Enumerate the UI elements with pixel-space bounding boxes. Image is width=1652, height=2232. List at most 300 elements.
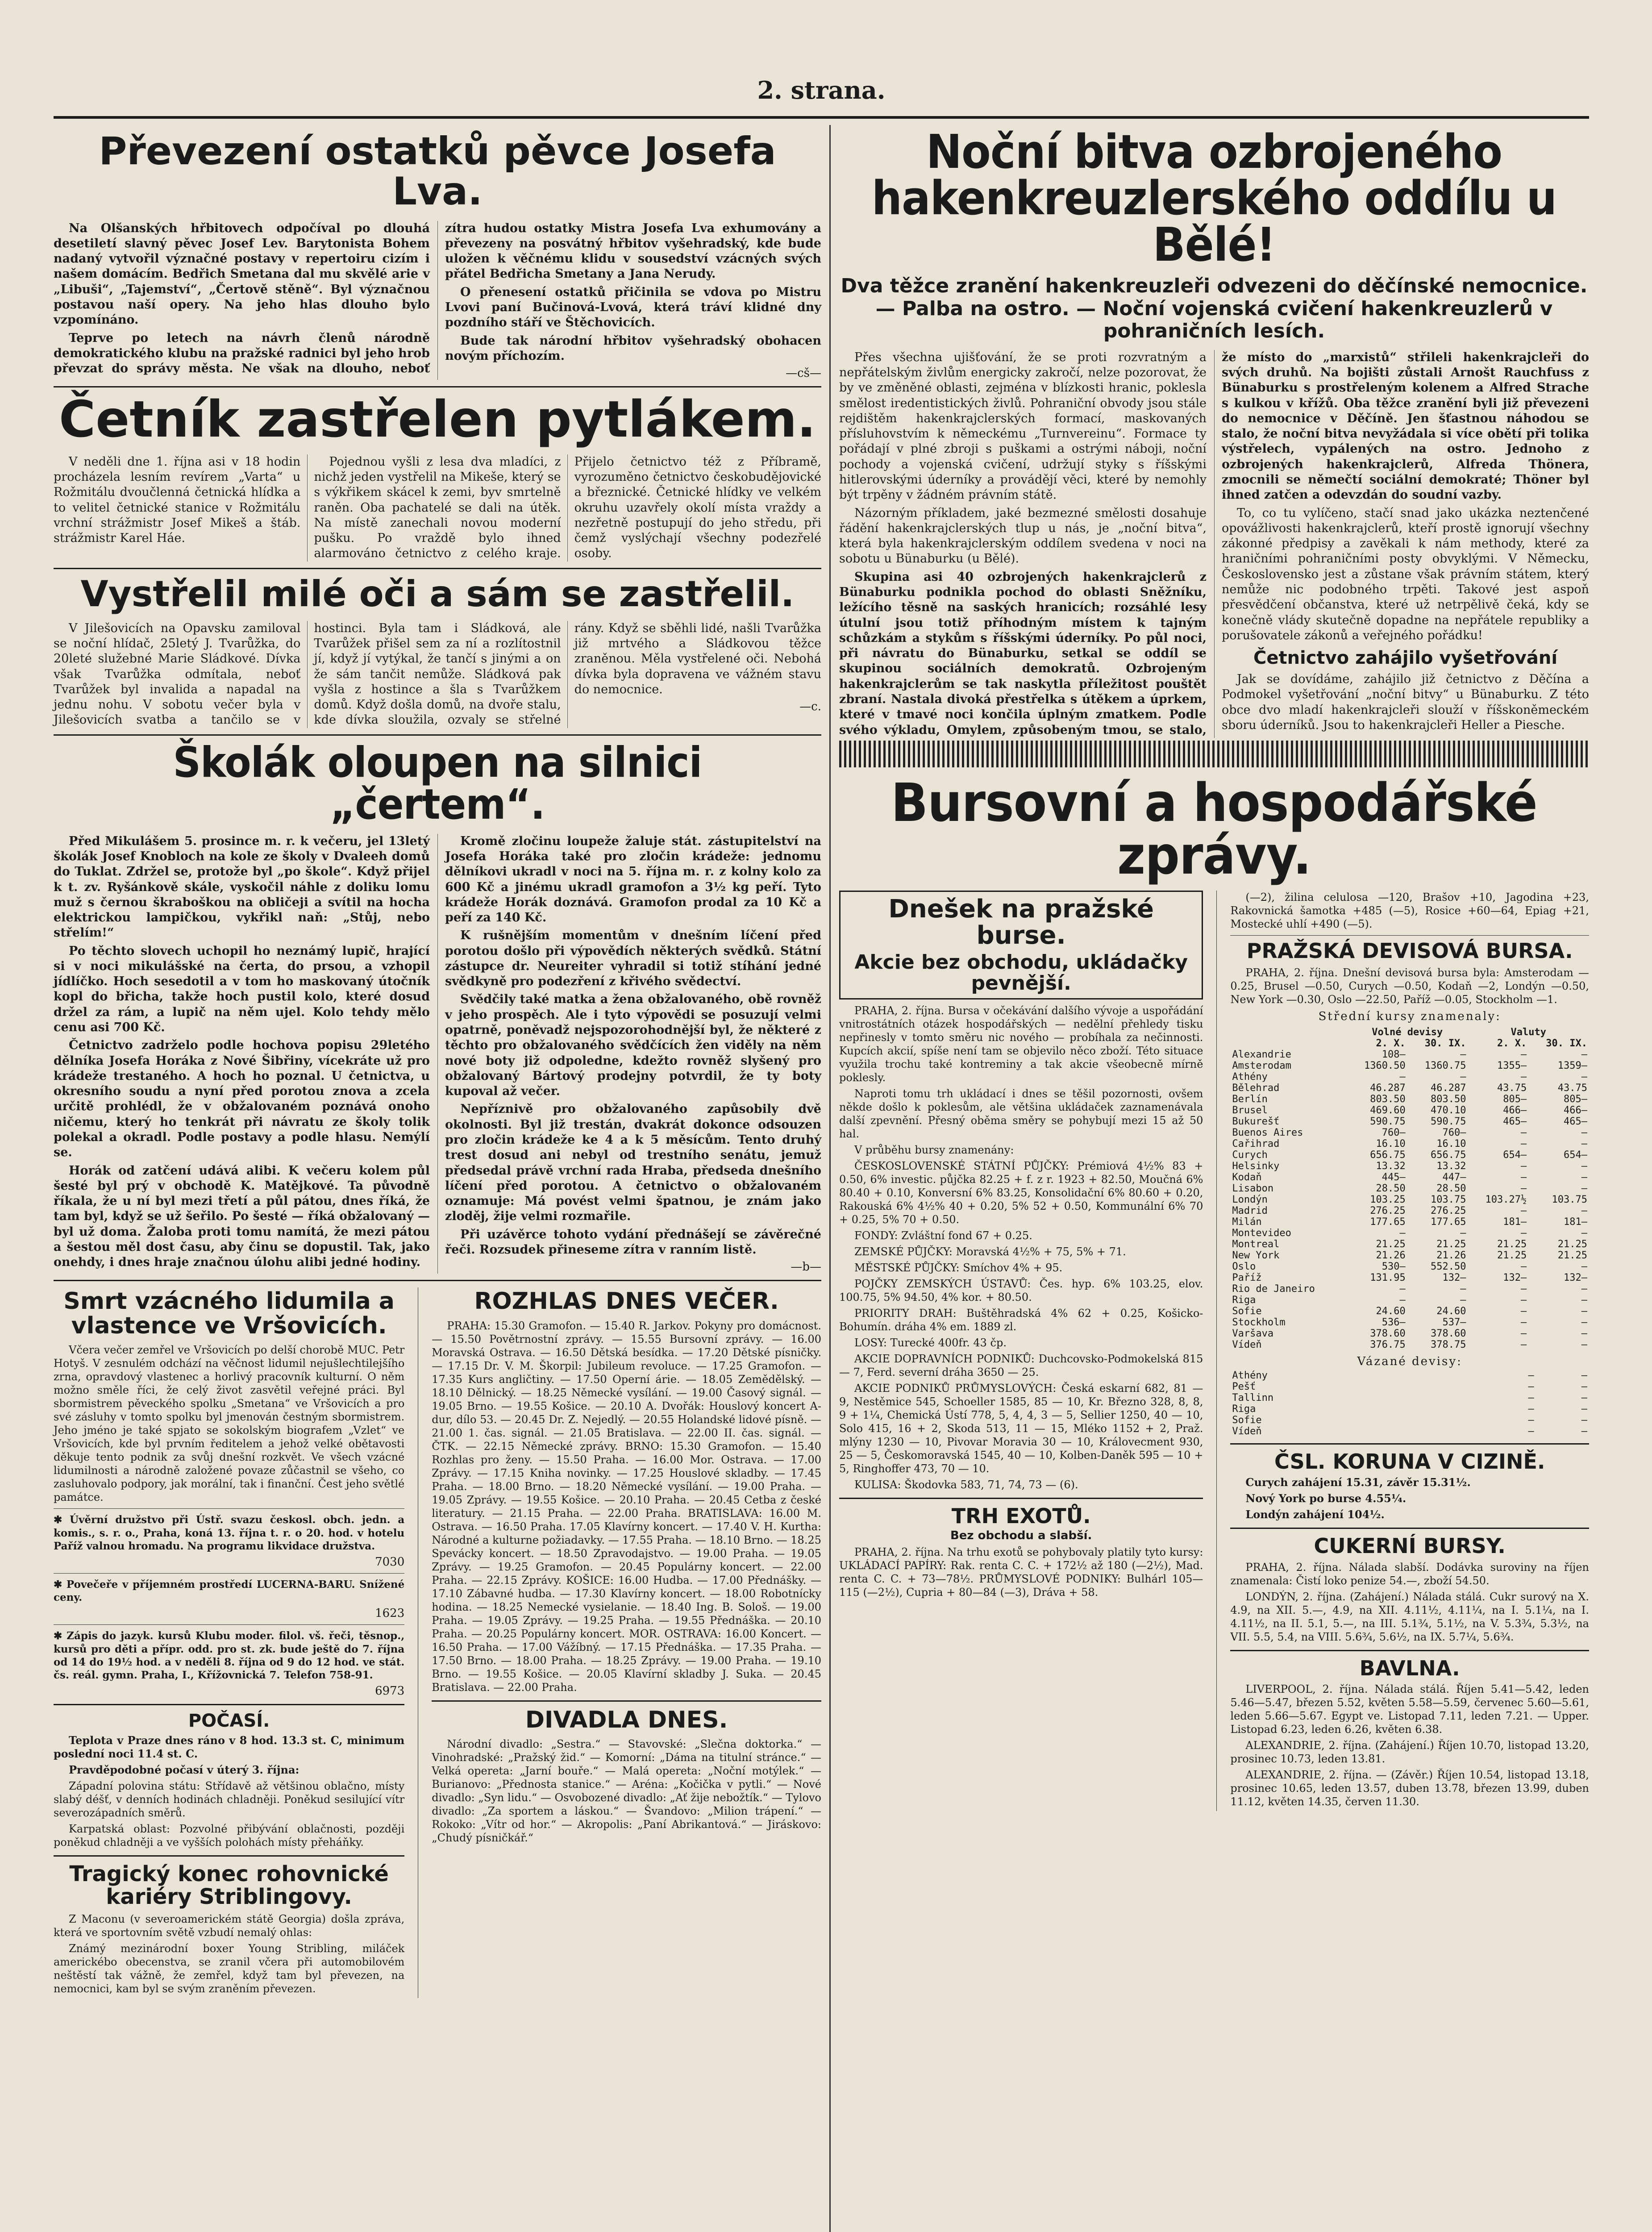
- article-deck: Dva těžce zranění hakenkreuzleři odvezeni do děčínské nemocnice. — Palba na ostro. — Noční vojenská cvičení hakenkreuzlerů v pohraničních lesích.: [841, 275, 1588, 343]
- currency-name: Cařihrad: [1232, 1138, 1280, 1150]
- currency-name: Bělehrad: [1232, 1083, 1280, 1094]
- paragraph: Teprve po letech na návrh členů národně demokratického klubu na pražské radnici byl jeho hrob převzat do správy města. Ne však na dlouho, neboť zítra hudou ostatky Mistra Josefa Lva exhumovány a převezeny na posvátný hřbitov vyšehradský, kde bude uložen k věčnému klidu v sousedství vzácných svých přátel Bedřicha Smetany a Jana Nerudy.: [54, 221, 821, 376]
- paragraph: Západní polovina státu: Střídavě až většinou oblačno, místy slabý déšť, v denních hodinách chladněji. Poněkud sesilující vítr severozápadních směrů.: [54, 1780, 405, 1820]
- rate-cell: 16.10: [1376, 1138, 1406, 1150]
- rate-cell: 805—: [1503, 1094, 1527, 1105]
- column-header: 2. X.: [1497, 1038, 1527, 1049]
- rate-cell: 760—: [1382, 1127, 1406, 1139]
- rate-cell: 1360.50: [1364, 1060, 1406, 1072]
- table-row: [1230, 1049, 1589, 1060]
- rate-cell: 132—: [1442, 1272, 1466, 1284]
- rate-cell: 536—: [1382, 1317, 1406, 1328]
- table-row: [1230, 1381, 1589, 1392]
- rule: [54, 1573, 404, 1574]
- table-row: [1230, 1370, 1589, 1381]
- paragraph: LOSY: Turecké 400fr. 43 čp.: [854, 1336, 1007, 1349]
- paragraph: KULISA: Škodovka 583, 71, 74, 73 — (6).: [854, 1478, 1078, 1491]
- paragraph: Včera večer zemřel ve Vršovicích po delší chorobě MUC. Petr Hotyš. V zesnulém odchází na věčnost lidumil nejušlechtilejšího zrna, opravdový vlastenec a horlivý pracovník kulturní. O něm možno směle říci, že celý život zasvětil veřejné práci. Byl sbormistrem pěveckého spolku „Smetana“ ve Vršovicích a pro své zásluhy v tomto spolku byl jmenován čestným sbormistrem. Jeho jméno je také spjato se sokolským biografem „Vzlet“ ve Vršovicích, kde byl prvním ředitelem a jehož velké obětavosti děkuje tento podnik za svůj dnešní rozkvět. Ve všech vzácné lidumilnosti a národně založené povaze zůčastnil se všeho, co zasluhovalo podpory, jak morální, tak i finanční. Čest jeho světlé památce.: [54, 1344, 405, 1504]
- market-column: [839, 891, 1203, 1811]
- rate-cell: —: [1399, 1295, 1406, 1306]
- header-rule: [54, 116, 1589, 119]
- cotton-headline: BAVLNA.: [1359, 1656, 1460, 1680]
- rate-cell: 177.65: [1431, 1216, 1466, 1228]
- rate-cell: 103.75: [1552, 1194, 1587, 1206]
- rate-cell: —: [1520, 1306, 1527, 1317]
- paragraph: Na Olšanských hřbitovech odpočíval po dlouhá desetiletí slavný pěvec Josef Lev. Barytonista Bohem nadaný vytvořil význačné postavy v repertoiru cizím i našem domácím. Bedřich Smetana dal mu skvělé arie v „Libuši“, „Tajemství“, „Čertově stěně“. Byl význačnou postavou naší opery. Na jeho hlas dlouho bylo vzpomínáno.: [54, 221, 430, 327]
- exchange-rate-table: [1230, 1027, 1589, 1350]
- radio-headline: ROZHLAS DNES VEČER.: [474, 1288, 779, 1315]
- left-half: [54, 125, 821, 1998]
- paragraph: Známý mezinárodní boxer Young Stribling, miláček americkébo obecenstva, se zranil včera při automobilovém neštěstí tak vážně, že zemřel, když tam byl převezen, na nemocnici, kam byl se svým zraněním převezen.: [54, 1942, 405, 1995]
- notice-code: 1623: [375, 1607, 405, 1620]
- rate-cell: 465—: [1564, 1116, 1587, 1128]
- table-row: [1230, 1228, 1589, 1239]
- rate-cell: 181—: [1564, 1216, 1587, 1228]
- paragraph: ALEXANDRIE, 2. října. (Zahájení.) Říjen 10.70, listopad 13.20, prosinec 10.73, leden 13.81.: [1230, 1739, 1589, 1765]
- paragraph: V Jilešovicích na Opavsku zamiloval se noční hlídač, 25letý J. Tvarůžka, do 20leté služebné Marie Sládkové. Dívka však Tvarůžka odmítala, neboť Tvarůžek byl invalida a napadal na jednu nohu. V sobotu večer byla v Jilešovicích svatba a tančilo se v hostinci. Byla tam i Sládková, ale Tvarůžek přišel sem za ní a rozlítostnil jí, když jí vytýkal, že tančí s jinými a on že sám tančit nemůže. Sládková pak vyšla z hostince a šla s Tvarůžkem domů. Když došla domů, na dvoře stalu, kde dívka sloužila, ozvaly se střelné rány. Když se sběhli lidé, našli Tvarůžka již mrtvého a Sládkovou těžce zraněnou. Měla vystřelené oči. Nebohá dívka byla dopravena ve vážném stavu do nemocnice.: [54, 621, 821, 727]
- article-headline: Vystřelil milé oči a sám se zastřelil.: [80, 573, 795, 615]
- rule: [54, 1855, 404, 1857]
- rule: [54, 568, 821, 569]
- paragraph: PRAHA, 2. října. Nálada slabší. Dodávka suroviny na říjen znamenala: Čistí loko penize 54.—, zboží 54.50.: [1230, 1561, 1589, 1587]
- paragraph: Svědčily také matka a žena obžalovaného, obě rovněž v jeho prospěch. Ale i tyto výpovědi se posuzují velmi opatrně, poněvadž nejspozorohodnější byl, že některé z těchto pro obžalovaného svědčících žen viděly na něm nové boty již odpoledne, kdežto rovněž slyšený pro obžalovaný Bártový prodejny potvrdil, že ty boty kupoval až večer.: [445, 992, 821, 1099]
- paragraph: Horák od zatčení udává alibi. K večeru kolem půl šesté byl prý v obchodě K. Matějkové. Ta původně říkala, že u ní byl mezi třetí a půl pátou, dnes říká, že tam byl, když se už šeřilo. Po šesté — říká obžalovaný — byl už doma. Žaloba proti tomu namítá, že mezi pátou a šestou měl dost času, aby činu se dopustil. Tak, jako onehdy, i dnes hraje značnou úlohu alibi jedné hodiny.: [54, 1163, 430, 1270]
- rate-cell: 656.75: [1370, 1149, 1406, 1161]
- paragraph: MĚSTSKÉ PŮJČKY: Smíchov 4% + 95.: [854, 1261, 1063, 1274]
- paragraph: PRIORITY DRAH: Buštěhradská 4% 62 + 0.25, Košicko-Bohumín. dráha 4% em. 1889 zl.: [839, 1307, 1203, 1333]
- rate-cell: —: [1460, 1071, 1466, 1083]
- rule: [839, 1498, 1203, 1499]
- rate-cell: —: [1520, 1339, 1527, 1351]
- paragraph: Pojednou vyšli z lesa dva mladíci, z nichž jeden vystřelil na Mikeše, který se s výkřikem skácel k zemi, byv smrtelně raněn. Oba pachatelé se dali na útěk. Na místě zanechali novou moderní pušku. Po vraždě bylo ihned alarmováno četnictvo z celého kraje. Přijelo četnictvo též z Příbramě, vyrozuměno četnictvo českobudějovické a březnické. Četnické hlídky ve velkém okruhu uzavřely okolí místa vraždy a nezřetně postupují do jeho středu, při čemž vyslýchají všechny podezřelé osoby.: [314, 454, 821, 561]
- article-body: [54, 1912, 404, 1995]
- rate-cell: —: [1399, 1228, 1406, 1239]
- exotics-body: [839, 1545, 1203, 1599]
- rate-cell: 378.60: [1431, 1328, 1466, 1340]
- table-row: [1230, 1306, 1589, 1317]
- currency-name: Athény: [1232, 1071, 1268, 1083]
- rate-cell: 16.10: [1436, 1138, 1466, 1150]
- rate-cell: —: [1581, 1183, 1587, 1195]
- table-row: [1230, 1149, 1589, 1161]
- rate-cell: 445—: [1382, 1172, 1406, 1183]
- rate-cell: —: [1520, 1328, 1527, 1340]
- rate-cell: —: [1399, 1283, 1406, 1295]
- currency-name: Oslo: [1232, 1261, 1256, 1273]
- rate-cell: —: [1460, 1049, 1466, 1061]
- table-row: [1230, 1283, 1589, 1295]
- rate-cell: —: [1520, 1261, 1527, 1273]
- rate-cell: 805—: [1564, 1094, 1587, 1105]
- rate-cell: 13.32: [1376, 1161, 1406, 1172]
- rate-cell: 378.75: [1431, 1339, 1466, 1351]
- rate-cell: 28.50: [1376, 1183, 1406, 1195]
- rate-cell: —: [1520, 1283, 1527, 1295]
- table-header-row: [1230, 1038, 1589, 1049]
- table-title: Vázané devisy:: [1357, 1355, 1462, 1369]
- article-headline: Noční bitva ozbrojeného hakenkreuzlerského oddílu u Bělé!: [871, 125, 1557, 272]
- rate-cell: 103.75: [1431, 1194, 1466, 1206]
- rate-cell: —: [1520, 1127, 1527, 1139]
- rate-cell: 28.50: [1436, 1183, 1466, 1195]
- paragraph: V průběhu bursy znamenány:: [854, 1143, 1014, 1156]
- rate-cell: —: [1581, 1295, 1587, 1306]
- currency-name: Vídeň: [1232, 1339, 1262, 1351]
- table-row: [1230, 1138, 1589, 1149]
- currency-name: Vídeň: [1232, 1426, 1262, 1437]
- rate-cell: 177.65: [1370, 1216, 1406, 1228]
- rate-cell: —: [1460, 1228, 1466, 1239]
- table-row: [1230, 1403, 1589, 1415]
- table-row: [1230, 1083, 1589, 1094]
- rate-cell: —: [1520, 1295, 1527, 1306]
- rate-cell: 1360.75: [1424, 1060, 1466, 1072]
- rate-cell: —: [1528, 1392, 1534, 1404]
- market-body: [839, 1004, 1203, 1491]
- subheadline: Četnictvo zahájilo vyšetřování: [1253, 648, 1558, 669]
- column-header: Volné devisy: [1372, 1027, 1443, 1038]
- table-row: [1230, 1272, 1589, 1283]
- rate-cell: 656.75: [1431, 1149, 1466, 1161]
- rate-cell: 469.60: [1370, 1105, 1406, 1116]
- rate-cell: 132—: [1564, 1272, 1587, 1284]
- table-row: [1230, 1161, 1589, 1172]
- rate-cell: 46.287: [1431, 1083, 1466, 1094]
- rate-cell: 21.26: [1376, 1250, 1406, 1262]
- column-divider: [829, 125, 831, 2232]
- rate-cell: 46.287: [1370, 1083, 1406, 1094]
- table-row: [1230, 1194, 1589, 1205]
- table-row: [1230, 1205, 1589, 1216]
- market-headline: Dnešek na pražské burse.: [888, 894, 1154, 950]
- rate-cell: 21.25: [1376, 1239, 1406, 1250]
- paragraph: Nový York po burse 4.55¼.: [1245, 1492, 1406, 1505]
- theatre-listing: [432, 1737, 821, 1845]
- rate-cell: 43.75: [1557, 1083, 1587, 1094]
- article-headline: Četník zastřelen pytlákem.: [59, 391, 816, 449]
- paragraph: ZEMSKÉ PŮJČKY: Moravská 4½% + 75, 5% + 71.: [854, 1245, 1126, 1258]
- paragraph: Z Maconu (v severoamerickém státě Georgia) došla zpráva, která ve sportovním světě vzbudí nemalý ohlas:: [54, 1913, 405, 1939]
- notice-code: 6973: [375, 1684, 405, 1698]
- sugar-headline: CUKERNÍ BURSY.: [1314, 1534, 1506, 1558]
- rate-cell: —: [1581, 1370, 1587, 1382]
- currency-name: Riga: [1232, 1295, 1256, 1306]
- rate-cell: 132—: [1503, 1272, 1527, 1284]
- rate-cell: 590.75: [1370, 1116, 1406, 1128]
- notice: [54, 1578, 404, 1620]
- table-row: [1230, 1392, 1589, 1403]
- paragraph: Curych zahájení 15.31, závěr 15.31½.: [1245, 1476, 1471, 1489]
- rate-cell: 108—: [1382, 1049, 1406, 1061]
- radio-listing: [432, 1319, 821, 1694]
- paragraph: AKCIE DOPRAVNÍCH PODNIKŮ: Duchcovsko-Podmokelská 815 — 7, Ferd. severní dráha 3650 — 25.: [839, 1352, 1203, 1378]
- rate-cell: —: [1581, 1261, 1587, 1273]
- currency-name: Varšava: [1232, 1328, 1274, 1340]
- rule: [54, 1704, 404, 1705]
- table-row: [1230, 1105, 1589, 1116]
- article-headline: Školák oloupen na silnici „čertem“.: [173, 738, 702, 829]
- rate-cell: —: [1581, 1403, 1587, 1415]
- table-row: [1230, 1060, 1589, 1071]
- currency-name: Stockholm: [1232, 1317, 1286, 1328]
- currency-name: Tallinn: [1232, 1392, 1274, 1404]
- table-row: [1230, 1250, 1589, 1261]
- market-continuation: [1230, 891, 1589, 931]
- rate-cell: —: [1581, 1392, 1587, 1404]
- market-block: [839, 891, 1589, 1811]
- weather-body: [54, 1734, 404, 1849]
- rate-cell: 1359—: [1557, 1060, 1587, 1072]
- koruna-headline: ČSL. KORUNA V CIZINĚ.: [1274, 1449, 1545, 1474]
- table-row: [1230, 1172, 1589, 1183]
- currency-name: Sofie: [1232, 1306, 1262, 1317]
- rate-cell: 466—: [1564, 1105, 1587, 1116]
- rate-cell: 21.25: [1436, 1239, 1466, 1250]
- rate-cell: 43.75: [1497, 1083, 1527, 1094]
- rate-cell: 537—: [1442, 1317, 1466, 1328]
- rate-cell: 803.50: [1431, 1094, 1466, 1105]
- rate-cell: —: [1520, 1205, 1527, 1217]
- currency-column: [1230, 891, 1589, 1811]
- rate-cell: 21.25: [1557, 1239, 1587, 1250]
- rate-cell: 530—: [1382, 1261, 1406, 1273]
- currency-headline: PRAŽSKÁ DEVISOVÁ BURSA.: [1246, 938, 1573, 963]
- article-body: [54, 454, 821, 562]
- market-box: [839, 891, 1203, 999]
- currency-name: Curych: [1232, 1149, 1268, 1161]
- rule: [54, 1624, 404, 1625]
- weather-headline: POČASÍ.: [188, 1711, 270, 1732]
- rate-cell: 13.32: [1436, 1161, 1466, 1172]
- sugar-body: [1230, 1561, 1589, 1644]
- currency-name: Paříž: [1232, 1272, 1262, 1284]
- rate-cell: 654—: [1564, 1149, 1587, 1161]
- article-body: [54, 834, 821, 1274]
- paragraph: Kromě zločinu loupeže žaluje stát. zástupitelství na Josefa Horáka také pro zločin krádeže: jednomu dělníkovi ukradl v noci na 5. října m. r. z kolny kolo za 600 Kč a jinému ukradl gramofon a 3½ kg peří. Tyto krádeže Horák doznává. Gramofon prodal za 10 Kč a peří za 140 Kč.: [445, 834, 821, 925]
- rule: [1230, 935, 1589, 936]
- rate-cell: —: [1520, 1049, 1527, 1061]
- rate-cell: —: [1399, 1071, 1406, 1083]
- table-row: [1230, 1116, 1589, 1127]
- paragraph: Bude tak národní hřbitov vyšehradský obohacen novým příchozím.: [445, 333, 821, 363]
- paragraph: Teplota v Praze dnes ráno v 8 hod. 13.3 st. C, minimum poslední noci 11.4 st. C.: [54, 1734, 405, 1761]
- paragraph: AKCIE PODNIKŮ PRŮMYSLOVÝCH: Česká eskarní 682, 81 — 9, Nestěmice 545, Schoeller 1585, 85 — 10, Kr. Březno 328, 8, 8, 9 + 1¼, Chemická Ústí 778, 5, 4, 4, 3 — 5, Sellier 1250, 40 — 10, Solo 415, 16 + 2, Skoda 513, 11 — 15, Mléko 1152 + 2, Praž. mlýny 1230 — 10, Pivovar Moravia 30 — 10, Královecment 930, 25 — 5, Českomoravská 1545, 40 — 10, Kolben-Daněk 595 — 10 + 5, Ringhoffer 473, 70 — 10.: [839, 1382, 1203, 1475]
- paragraph: Při uzávěrce tohoto vydání přednášejí se závěrečné řeči. Rozsudek přineseme zítra v ranním listě.: [445, 1227, 821, 1257]
- paragraph: (—2), žilina celulosa —120, Brašov +10, Jagodina +23, Rakovnická šamotka +485 (—5), Rosice +60—64, Epiag +21, Mostecké uhlí +490 (—5).: [1230, 891, 1589, 930]
- currency-name: Montreal: [1232, 1239, 1280, 1250]
- market-subheadline: Akcie bez obchodu, ukládačky pevnější.: [854, 951, 1188, 995]
- cotton-body: [1230, 1682, 1589, 1808]
- rate-cell: 654—: [1503, 1149, 1527, 1161]
- column-rule: [1216, 891, 1217, 1811]
- table-row: [1230, 1426, 1589, 1437]
- paragraph: Naproti tomu trh ukládací i dnes se těšil pozornosti, ovšem někde došlo k poklesům, ale většina ukládaček zaznamenávala další zpevnění. Přesný oběma směry se pohybují mezi 15 až 50 hal.: [839, 1087, 1203, 1140]
- rate-cell: —: [1581, 1283, 1587, 1295]
- article-body: [839, 350, 1589, 738]
- rate-cell: 466—: [1503, 1105, 1527, 1116]
- rate-cell: —: [1520, 1071, 1527, 1083]
- table-row: [1230, 1317, 1589, 1328]
- currency-name: Bukurešť: [1232, 1116, 1280, 1128]
- table-title: Střední kursy znamenaly:: [1318, 1010, 1501, 1024]
- bound-rate-table: [1230, 1370, 1589, 1437]
- currency-body: [1230, 966, 1589, 1006]
- paragraph: POJČKY ZEMSKÝCH ÚSTAVŮ: Čes. hyp. 6% 103.25, elov. 100.75, 5% 94.50, 4% kor. + 80.50.: [839, 1277, 1203, 1303]
- rate-cell: 103.25: [1370, 1194, 1406, 1206]
- table-row: [1230, 1239, 1589, 1250]
- rate-cell: —: [1528, 1403, 1534, 1415]
- rate-cell: —: [1520, 1317, 1527, 1328]
- rule: [1230, 1528, 1589, 1529]
- page-number: 2. strana.: [757, 76, 886, 104]
- paragraph: PRAHA: 15.30 Gramofon. — 15.40 R. Jarkov. Pokyny pro domácnost. — 15.50 Povětrnostní zprávy. — 15.55 Bursovní zprávy. — 16.00 Moravská Ostrava. — 16.50 Dětská besídka. — 17.20 Dětské písničky. — 17.15 Dr. V. M. Škorpil: Jubileum revoluce. — 17.25 Gramofon. — 17.35 Kurs angličtiny. — 17.50 Operní árie. — 18.05 Zemědělský. — 18.10 Dělnický. — 18.25 Německé vysílání. — 19.00 Časový signál. — 19.05 Brno. — 19.55 Košice. — 20.10 A. Dvořák: Houslový koncert A-dur, dílo 53. — 20.45 Dr. Z. Nejedlý. — 20.55 Holandské lidové písně. — 21.00 1. čas. signál. — 21.05 Bratislava. — 22.00 II. čas. signál. — ČTK. — 22.15 Německé zprávy. BRNO: 15.30 Gramofon. — 15.40 Rozhlas pro ženy. — 15.50 Praha. — 16.00 Mor. Ostrava. — 17.00 Zprávy. — 17.15 Kniha novinky. — 17.25 Houslové skladby. — 17.45 Praha. — 18.00 Brno. — 18.20 Německé vysílání. — 19.00 Praha. — 19.05 Zprávy. — 19.55 Košice. — 20.10 Praha. — 20.45 Cetba z české literatury. — 21.15 Praha. — 22.00 Praha. BRATISLAVA: 16.00 M. Ostrava. — 16.50 Praha. 17.05 Klavírny koncert. — 17.40 V. H. Kurtha: Národné a kulturne požiadavky. — 17.55 Praha. — 18.10 Brno. — 18.25 Spevácky koncert. — 18.50 Zpravodajstvo. — 19.00 Praha. — 19.05 Zprávy. — 19.25 Gramofon. — 20.45 Populárny koncert. — 22.00 Praha. — 22.15 Zprávy. KOŠICE: 16.00 Hudba. — 17.00 Přednášky. — 17.10 Zábavné hudba. — 17.30 Klavírny koncert. — 18.00 Robotnícky hodina. — 18.25 Nemecké vysielanie. — 18.40 Ing. B. Sološ. — 19.00 Praha. — 19.05 Zprávy. — 19.25 Praha. — 19.55 Přednáška. — 20.10 Praha. — 20.25 Populárny koncert. MOR. OSTRAVA: 16.00 Koncert. — 16.50 Praha. — 17.00 Vážíbný. — 17.15 Přednáška. — 17.35 Praha. — 17.50 Brno. — 18.00 Praha. — 18.25 Zprávy. — 19.00 Praha. — 19.10 Brno. — 19.55 Košice. — 20.05 Klavírní skladby J. Suka. — 20.45 Bratislava. — 22.00 Praha.: [432, 1319, 821, 1694]
- paragraph: Před Mikulášem 5. prosince m. r. k večeru, jel 13letý školák Josef Knobloch na kole ze školy v Dvaleeh domů do Tuklat. Zdržel se, protože byl „po škole“. Když přijel k t. zv. Ryšánkově skále, vyskočil náhle z doliku lomu muž s černou škraboškou na obličeji a svítil na hocha elektrickou lampičkou, vykřikl naň: „Stůj, nebo střelím!“: [54, 834, 430, 940]
- article-body: [54, 1343, 404, 1504]
- currency-name: Londýn: [1232, 1194, 1268, 1206]
- rule: [54, 386, 821, 387]
- rate-cell: —: [1520, 1172, 1527, 1183]
- rate-cell: 378.60: [1370, 1328, 1406, 1340]
- paragraph: Londýn zahájení 104½.: [1245, 1508, 1385, 1521]
- rate-cell: —: [1460, 1295, 1466, 1306]
- notice-text: ✱ Povečeře v příjemném prostředí LUCERNA-BARU. Snížené ceny.: [54, 1578, 405, 1604]
- rate-cell: —: [1581, 1071, 1587, 1083]
- notice-text: ✱ Úvěrní družstvo při Ústř. svazu českosl. obch. jedn. a komis., s. r. o., Praha, koná 13. října t. r. o 20. hod. v hotelu Paříž valnou hromadu. Na programu likvidace družstva.: [54, 1514, 405, 1552]
- notice: [54, 1629, 404, 1698]
- paragraph: Přes všechna ujišťování, že se proti rozvratným a nepřátelským živlům energicky zakročí, nelze pozorovat, že by ve změněné oblasti, zejména v blízkosti hranic, poklesla smělost iredentistických živlů. Pohraniční obvody jsou stále rejdištěm hakenkrajclerských formací, maskovaných přísluhovstvím k německému „Turnvereinu“. Formace ty pořádají v plné zbroji s puškami a ostrými náboji, noční pochody a vojenská cvičení, udržují styky s říšskými hitlerovskými úderníky a provádějí věci, které by nemohly být trpěny v žádném právním státě.: [839, 350, 1207, 502]
- rate-cell: 181—: [1503, 1216, 1527, 1228]
- rate-cell: —: [1528, 1370, 1534, 1382]
- paragraph: To, co tu vylíčeno, stačí snad jako ukázka neztenčené opovážlivosti hakenkrajclerů, kteří prostě ignorují všechny zákonné předpisy a zavěkali k nám methody, které za hraničními pohraničními posty obvyklými. V Německu, Československo jest a zůstane však právním státem, který nemůže nic podobného trpěti. Takové jest aspoň přesvědčení občanstva, které už netrpělivě čeká, kdy se konečně vlády skutečně dopadne na nepřátele republiky a porušovatele zákonů a veřejného pořádku!: [1222, 506, 1589, 642]
- paragraph: Četnictvo zadrželo podle hochova popisu 29letého dělníka Josefa Horáka z Nové Šibřiny, vícekráte už pro krádeže trestaného. A hoch ho poznal. U četnictva, u okresního soudu a nyní před porotou znova a zcela určitě prohlédl, že v obžalovaném poznává onoho ničemu, který ho tenkrát při návratu ze školy tolik polekal a okradl. Podle postavy a podle hlasu. Nemýlí se.: [54, 1038, 430, 1160]
- rate-cell: —: [1520, 1138, 1527, 1150]
- currency-name: New York: [1232, 1250, 1280, 1262]
- rate-cell: 21.25: [1557, 1250, 1587, 1262]
- rate-cell: 131.95: [1370, 1272, 1406, 1284]
- left-wide-column: [432, 1287, 821, 1998]
- paragraph: O přenesení ostatků přičinila se vdova po Mistru Lvovi paní Bučinová-Lvová, která tráví klidné dny pozdního stáří ve Štěchovicích.: [445, 285, 821, 330]
- table-row: [1230, 1216, 1589, 1228]
- table-row: [1230, 1415, 1589, 1426]
- paragraph: Karpatská oblast: Pozvolné přibývání oblačnosti, později poněkud chladněji a ve vyšších polohách místy přeháňky.: [54, 1823, 405, 1849]
- rate-cell: —: [1520, 1161, 1527, 1172]
- rate-cell: —: [1581, 1138, 1587, 1150]
- rate-cell: 24.60: [1436, 1306, 1466, 1317]
- paragraph: Národní divadlo: „Sestra.“ — Stavovské: „Slečna doktorka.“ — Vinohradské: „Pražský žid.“ — Komorní: „Dáma na titulní stránce.“ — Velká opereta: „Jarní bouře.“ — Malá opereta: „Noční motýlek.“ — Burianovo: „Přednosta stanice.“ — Aréna: „Kočička v pytli.“ — Nové divadlo: „Syn lidu.“ — Osvobozené divadlo: „Ať žije nebožtík.“ — Tylovo divadlo: „Za sportem a láskou.“ — Švandovo: „Milion trápení.“ — Rokoko: „Vítr od hor.“ — Akropolis: „Paní Abrikantová.“ — Jiráskovo: „Chudý písničkář.“: [432, 1738, 821, 1845]
- rate-cell: 276.25: [1431, 1205, 1466, 1217]
- rule: [1230, 1650, 1589, 1651]
- paragraph: PRAHA, 2. října. Na trhu exotů se pohybovaly platily tyto kursy: UKLÁDACÍ PAPÍRY: Rak. renta C. C. + 172½ až 180 (—2½), Mad. renta C. C. + 73—78½. PRŮMYSLOVÉ PODNIKY: Bulhárl 105—115 (—2½), Cupria + 80—84 (—3), Dráva + 58.: [839, 1545, 1203, 1599]
- paragraph: Pravděpodobné počasí v úterý 3. října:: [69, 1763, 300, 1777]
- exotics-subheadline: Bez obchodu a slabší.: [950, 1529, 1092, 1543]
- rate-cell: —: [1528, 1426, 1534, 1437]
- right-half: [839, 125, 1589, 1811]
- paragraph: PRAHA, 2. října. Dnešní devisová bursa byla: Amsterodam —0.25, Brusel —0.50, Curych —0.50, Kodaň —2, Londýn —0.50, New York —0.30, Oslo —22.50, Paříž —0.05, Stockholm —1.: [1230, 966, 1589, 1006]
- byline: —cš—: [786, 366, 821, 380]
- rate-cell: 465—: [1503, 1116, 1527, 1128]
- paragraph: Nepříznivě pro obžalovaného zapůsobily dvě okolnosti. Byl již trestán, dvakrát dokonce odsouzen pro zločin krádeže ke 4 a k 5 měsícům. Tento druhý trest dosud ani nebyl od trestního senátu, jemuž předsedal právě vrchní rada Hraba, předseda dnešního líčení před porotou. A četnictvo o obžalovaném oznamuje: Má povést velmi špatnou, je znám jako zloděj, žije velmi rozmařile.: [445, 1102, 821, 1224]
- rule: [1230, 1443, 1589, 1445]
- rate-cell: 760—: [1442, 1127, 1466, 1139]
- paragraph: LIVERPOOL, 2. října. Nálada stálá. Říjen 5.41—5.42, leden 5.46—5.47, březen 5.52, květen 5.58—5.59, červenec 5.60—5.61, leden 5.66—5.67. Egypt ve. Listopad 7.11, leden 7.21. — Upper. Listopad 6.23, leden 6.26, květen 6.38.: [1230, 1683, 1589, 1736]
- table-body: [1230, 1370, 1589, 1437]
- left-narrow-column: [54, 1287, 404, 1998]
- currency-name: Brusel: [1232, 1105, 1268, 1116]
- byline: —b—: [791, 1260, 821, 1274]
- article-body: [54, 221, 821, 380]
- currency-name: Kodaň: [1232, 1172, 1262, 1183]
- rate-cell: —: [1581, 1161, 1587, 1172]
- rate-cell: —: [1581, 1415, 1587, 1426]
- rate-cell: 276.25: [1370, 1205, 1406, 1217]
- currency-name: Rio de Janeiro: [1232, 1283, 1315, 1295]
- paragraph: LONDÝN, 2. října. (Zahájení.) Nálada stálá. Cukr surový na X. 4.9, na XII. 5.—, 4.9, na XII. 4.11½, 4.11¼, na I. 5.1¼, na I. 4.11½, na II. 5.1, 5.—, na III. 5.1¾, 5.1½, na V. 5.3¾, 5.3½, na VII. 5.5, 5.4, na VIII. 5.6¾, 5.6½, na IX. 5.7¼, 5.6¾.: [1230, 1590, 1589, 1643]
- rate-cell: —: [1520, 1183, 1527, 1195]
- rule: [54, 734, 821, 736]
- paragraph: ČESKOSLOVENSKÉ STÁTNÍ PŮJČKY: Prémiová 4½% 83 + 0.50, 6% investic. půjčka 82.25 + f. z r. 1923 + 82.50, Moučná 6% 80.40 + 0.10, Konversní 6% 83.25, Konsolidační 6% 80.60 + 0.20, Rakouská 6% 4½% 40 + 0.20, 5% 52 + 0.50, Kommunální 6% 70 + 0.25, 5% 70 + 0.50.: [839, 1159, 1203, 1226]
- rate-cell: 103.27½: [1485, 1194, 1527, 1206]
- rule: [54, 1280, 821, 1281]
- decorative-banner: [839, 741, 1589, 767]
- rate-cell: —: [1581, 1049, 1587, 1061]
- rate-cell: 24.60: [1376, 1306, 1406, 1317]
- currency-name: Pešť: [1232, 1381, 1256, 1393]
- rate-cell: 590.75: [1431, 1116, 1466, 1128]
- currency-name: Lisabon: [1232, 1183, 1274, 1195]
- currency-name: Montevideo: [1232, 1228, 1291, 1239]
- table-row: [1230, 1094, 1589, 1105]
- table-row: [1230, 1295, 1589, 1306]
- table-row: [1230, 1328, 1589, 1339]
- article-headline: Převezení ostatků pěvce Josefa Lva.: [99, 129, 776, 214]
- section-headline: Bursovní a hospodářské zprávy.: [891, 771, 1537, 886]
- table-row: [1230, 1339, 1589, 1350]
- rate-cell: 1355—: [1497, 1060, 1527, 1072]
- rate-cell: —: [1581, 1172, 1587, 1183]
- rate-cell: —: [1581, 1381, 1587, 1393]
- byline: —c.: [799, 700, 821, 714]
- rate-cell: 21.25: [1497, 1250, 1527, 1262]
- rule: [54, 1508, 404, 1509]
- rate-cell: 21.25: [1497, 1239, 1527, 1250]
- paragraph: ALEXANDRIE, 2. října. — (Závěr.) Říjen 10.54, listopad 13.18, prosinec 10.65, leden 13.57, duben 13.78, březen 13.99, duben 11.12, květen 14.35, červen 11.30.: [1230, 1769, 1589, 1808]
- column-header: Valuty: [1511, 1027, 1546, 1038]
- rule: [432, 1700, 821, 1702]
- exotics-headline: TRH EXOTŮ.: [951, 1503, 1091, 1528]
- rate-cell: —: [1528, 1381, 1534, 1393]
- rate-cell: —: [1581, 1426, 1587, 1437]
- currency-name: Helsinky: [1232, 1161, 1280, 1172]
- rate-cell: —: [1581, 1306, 1587, 1317]
- rate-cell: —: [1581, 1205, 1587, 1217]
- rate-cell: —: [1581, 1228, 1587, 1239]
- paragraph: Po těchto slovech uchopil ho neznámý lupič, hrající si v noci mikulášské na čerta, do prsou, a vzhopil jídlíčko. Hoch sesedotil a v tom ho maskovaný útočník kopl do břicha, takže hoch pustil kolo, které dosud držel za rám, a lupič na něm ujel. Kolo tehdy mělo cenu asi 700 Kč.: [54, 944, 430, 1035]
- notice-code: 7030: [375, 1555, 405, 1569]
- rate-cell: 447—: [1442, 1172, 1466, 1183]
- paragraph: FONDY: Zvláštní fond 67 + 0.25.: [854, 1229, 1032, 1242]
- currency-name: Berlín: [1232, 1094, 1268, 1105]
- rate-cell: 470.10: [1431, 1105, 1466, 1116]
- column-header: 30. IX.: [1546, 1038, 1587, 1049]
- currency-name: Riga: [1232, 1403, 1256, 1415]
- article-headline: Tragický konec rohovnické kariéry Striblingovy.: [69, 1861, 389, 1909]
- rate-cell: 376.75: [1370, 1339, 1406, 1351]
- rate-cell: —: [1528, 1415, 1534, 1426]
- article-body: [54, 621, 821, 728]
- paragraph: K rušnějším momentům v dnešním líčení před porotou došlo při výpovědích některých svědků. Státní zástupce dr. Neureiter vyhradil si totiž stíhání jedné svědkyně pro podezření z křivého svědectví.: [445, 929, 821, 989]
- paragraph: Jak se dovídáme, zahájilo již četnictvo z Děčína a Podmokel vyšetřování „noční bitvy“ u Bünaburku. Z této obce dvo mladí hakenkrajcleři slouží v říšskoněmeckém sboru úderníků. Jsou to hakenkrajcleři Heller a Piesche.: [1222, 672, 1589, 732]
- lower-left-block: [54, 1287, 821, 1998]
